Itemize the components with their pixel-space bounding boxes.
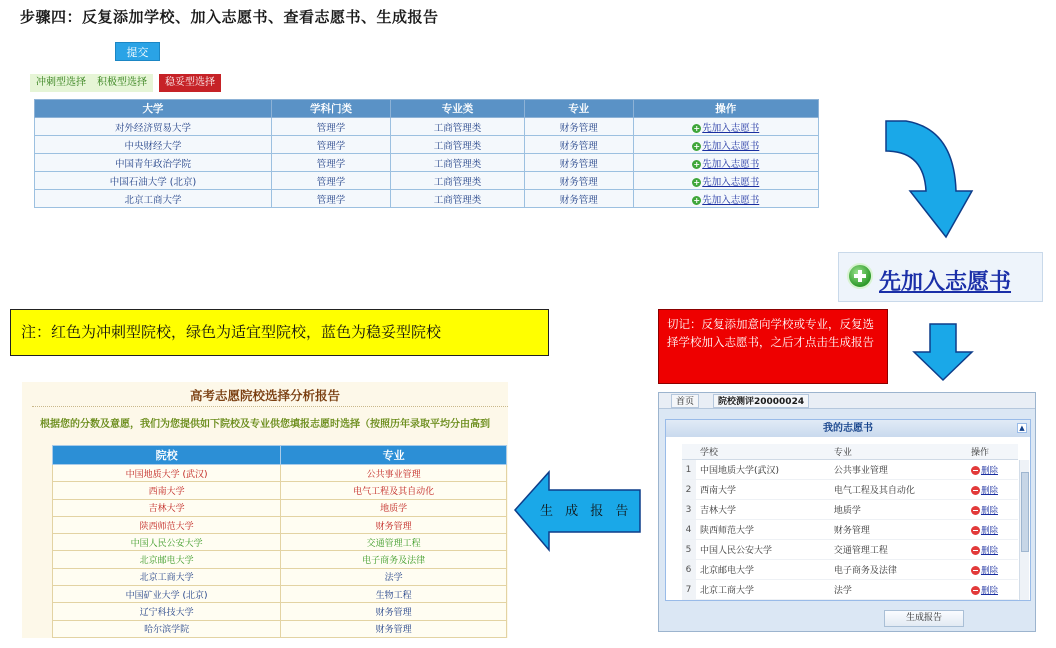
- action-cell: [967, 560, 1018, 580]
- major-cell: 财务管理: [281, 620, 507, 637]
- action-cell: [967, 500, 1018, 520]
- action-cell: [967, 480, 1018, 500]
- table-row: [53, 499, 507, 516]
- discipline-cell: 管理学: [271, 154, 390, 172]
- major-cell: 地质学: [830, 500, 967, 520]
- volunteer-header-row: [682, 444, 1018, 460]
- delete-icon: [971, 526, 980, 535]
- delete-icon: [971, 486, 980, 495]
- step-title: 步骤四：反复添加学校、加入志愿书、查看志愿书、生成报告: [20, 8, 439, 26]
- action-cell: [633, 172, 818, 190]
- major-cell: 财务管理: [524, 190, 633, 208]
- school-cell: 中国地质大学 (武汉): [53, 465, 281, 482]
- add-to-book-link[interactable]: 先加入志愿书: [702, 176, 760, 188]
- volunteer-table: [682, 444, 1018, 600]
- collapse-icon[interactable]: ▲: [1017, 423, 1027, 433]
- university-cell: 北京工商大学: [35, 190, 272, 208]
- table-row: [682, 460, 1018, 480]
- curved-down-arrow-icon: [880, 115, 975, 243]
- major-cell: 财务管理: [524, 172, 633, 190]
- panel-title: 我的志愿书: [666, 420, 1030, 437]
- col-school: 院校: [53, 446, 281, 465]
- university-cell: 中央财经大学: [35, 136, 272, 154]
- table-row: [53, 516, 507, 533]
- delete-link[interactable]: 删除: [980, 585, 998, 596]
- row-index: 3: [682, 500, 696, 520]
- results-header-row: [35, 100, 819, 118]
- submit-button[interactable]: 提交: [115, 42, 160, 61]
- major-cell: 电子商务及法律: [830, 560, 967, 580]
- major-category-cell: 工商管理类: [391, 172, 525, 190]
- school-cell: 陕西师范大学: [696, 520, 830, 540]
- major-cell: 电子商务及法律: [281, 551, 507, 568]
- col-index: [682, 444, 696, 460]
- zoomed-add-label: 先加入志愿书: [879, 270, 1012, 295]
- table-row: [53, 551, 507, 568]
- report-panel: [22, 382, 508, 638]
- school-cell: 西南大学: [53, 482, 281, 499]
- report-title: 高考志愿院校选择分析报告: [189, 388, 340, 403]
- table-row: [682, 580, 1018, 600]
- delete-icon: [971, 546, 980, 555]
- school-cell: 哈尔滨学院: [53, 620, 281, 637]
- add-to-book-link[interactable]: 先加入志愿书: [702, 122, 760, 134]
- discipline-cell: 管理学: [271, 190, 390, 208]
- report-divider: [32, 406, 508, 407]
- volunteer-book-window: [658, 392, 1036, 632]
- university-cell: 中国青年政治学院: [35, 154, 272, 172]
- school-cell: 中国人民公安大学: [53, 534, 281, 551]
- generate-report-arrow-label: 生 成 报 告: [540, 504, 633, 519]
- action-cell: [967, 580, 1018, 600]
- major-cell: 交通管理工程: [281, 534, 507, 551]
- delete-link[interactable]: 删除: [980, 545, 998, 556]
- generate-report-button[interactable]: 生成报告: [884, 610, 964, 627]
- action-cell: [633, 136, 818, 154]
- col-action: 操作: [967, 444, 1018, 460]
- table-row: [53, 568, 507, 585]
- scrollbar-thumb[interactable]: [1021, 472, 1029, 552]
- color-legend-note: 注：红色为冲刺型院校，绿色为适宜型院校，蓝色为稳妥型院校: [10, 309, 549, 356]
- delete-icon: [971, 466, 980, 475]
- university-cell: 中国石油大学 (北京): [35, 172, 272, 190]
- major-cell: 财务管理: [524, 154, 633, 172]
- tab-home[interactable]: 首页: [671, 394, 699, 408]
- delete-link[interactable]: 删除: [980, 525, 998, 536]
- row-index: 6: [682, 560, 696, 580]
- school-cell: 吉林大学: [696, 500, 830, 520]
- discipline-cell: 管理学: [271, 136, 390, 154]
- major-cell: 电气工程及其自动化: [281, 482, 507, 499]
- tab-school-evaluation[interactable]: 院校测评20000024: [713, 394, 809, 408]
- add-to-book-link[interactable]: 先加入志愿书: [702, 158, 760, 170]
- table-row: [53, 534, 507, 551]
- zoomed-add-to-book-button[interactable]: [838, 252, 1043, 302]
- discipline-cell: 管理学: [271, 172, 390, 190]
- col-action: 操作: [633, 100, 818, 118]
- school-cell: 北京工商大学: [696, 580, 830, 600]
- school-cell: 北京邮电大学: [53, 551, 281, 568]
- action-cell: [633, 154, 818, 172]
- add-icon: +: [693, 195, 701, 205]
- major-cell: 生物工程: [281, 586, 507, 603]
- tab-sprint-choice[interactable]: 冲刺型选择: [30, 74, 92, 92]
- action-cell: [633, 118, 818, 136]
- school-cell: 中国矿业大学 (北京): [53, 586, 281, 603]
- add-icon: +: [693, 159, 701, 169]
- results-table: [34, 99, 819, 208]
- table-row: [682, 520, 1018, 540]
- col-university: 大学: [35, 100, 272, 118]
- add-icon: +: [693, 123, 701, 133]
- major-cell: 电气工程及其自动化: [830, 480, 967, 500]
- table-row: [53, 482, 507, 499]
- col-major: 专业: [281, 446, 507, 465]
- row-index: 4: [682, 520, 696, 540]
- col-major: 专业: [830, 444, 967, 460]
- university-cell: 对外经济贸易大学: [35, 118, 272, 136]
- action-cell: [633, 190, 818, 208]
- row-index: 5: [682, 540, 696, 560]
- major-cell: 法学: [281, 568, 507, 585]
- delete-icon: [971, 506, 980, 515]
- action-cell: [967, 520, 1018, 540]
- col-discipline: 学科门类: [271, 100, 390, 118]
- major-cell: 地质学: [281, 499, 507, 516]
- major-category-cell: 工商管理类: [391, 154, 525, 172]
- volunteer-book-panel: [665, 419, 1031, 601]
- table-row: [682, 500, 1018, 520]
- major-cell: 财务管理: [524, 136, 633, 154]
- table-row: [35, 154, 819, 172]
- action-cell: [967, 540, 1018, 560]
- discipline-cell: 管理学: [271, 118, 390, 136]
- delete-link[interactable]: 删除: [980, 505, 998, 516]
- table-row: [35, 136, 819, 154]
- table-row: [35, 172, 819, 190]
- col-major: 专业: [524, 100, 633, 118]
- action-cell: [967, 460, 1018, 480]
- major-cell: 财务管理: [281, 603, 507, 620]
- delete-link[interactable]: 删除: [980, 465, 998, 476]
- school-cell: 西南大学: [696, 480, 830, 500]
- report-intro: 根据您的分数及意愿，我们为您提供如下院校及专业供您填报志愿时选择（按照历年录取平均分由高到: [40, 419, 490, 430]
- down-arrow-icon: [912, 322, 974, 382]
- major-category-cell: 工商管理类: [391, 136, 525, 154]
- school-cell: 陕西师范大学: [53, 516, 281, 533]
- row-index: 1: [682, 460, 696, 480]
- table-row: [682, 540, 1018, 560]
- row-index: 7: [682, 580, 696, 600]
- delete-icon: [971, 586, 980, 595]
- report-table: [52, 445, 507, 638]
- major-category-cell: 工商管理类: [391, 118, 525, 136]
- table-row: [53, 603, 507, 620]
- school-cell: 北京邮电大学: [696, 560, 830, 580]
- delete-link[interactable]: 删除: [980, 485, 998, 496]
- window-tabbar: [659, 393, 1036, 409]
- col-school: 学校: [696, 444, 830, 460]
- table-row: [35, 190, 819, 208]
- major-cell: 交通管理工程: [830, 540, 967, 560]
- school-cell: 北京工商大学: [53, 568, 281, 585]
- major-cell: 财务管理: [281, 516, 507, 533]
- major-cell: 法学: [830, 580, 967, 600]
- add-to-book-link[interactable]: 先加入志愿书: [702, 194, 760, 206]
- major-cell: 公共事业管理: [281, 465, 507, 482]
- reminder-note: 切记：反复添加意向学校或专业，反复选择学校加入志愿书，之后才点击生成报告: [658, 309, 888, 384]
- add-circle-icon: [847, 263, 873, 289]
- major-category-cell: 工商管理类: [391, 190, 525, 208]
- add-icon: +: [693, 177, 701, 187]
- table-row: [682, 480, 1018, 500]
- school-cell: 中国地质大学(武汉): [696, 460, 830, 480]
- major-cell: 公共事业管理: [830, 460, 967, 480]
- vertical-scrollbar[interactable]: [1019, 460, 1029, 600]
- table-row: [53, 620, 507, 637]
- major-cell: 财务管理: [830, 520, 967, 540]
- row-index: 2: [682, 480, 696, 500]
- delete-icon: [971, 566, 980, 575]
- school-cell: 辽宁科技大学: [53, 603, 281, 620]
- major-cell: 财务管理: [524, 118, 633, 136]
- table-row: [682, 560, 1018, 580]
- delete-link[interactable]: 删除: [980, 565, 998, 576]
- school-cell: 吉林大学: [53, 499, 281, 516]
- col-major-category: 专业类: [391, 100, 525, 118]
- tab-safe-choice[interactable]: 稳妥型选择: [159, 74, 221, 92]
- report-header-row: [53, 446, 507, 465]
- add-to-book-link[interactable]: 先加入志愿书: [702, 140, 760, 152]
- table-row: [35, 118, 819, 136]
- table-row: [53, 586, 507, 603]
- school-cell: 中国人民公安大学: [696, 540, 830, 560]
- table-row: [53, 465, 507, 482]
- tab-active-choice[interactable]: 积极型选择: [91, 74, 153, 92]
- add-icon: +: [693, 141, 701, 151]
